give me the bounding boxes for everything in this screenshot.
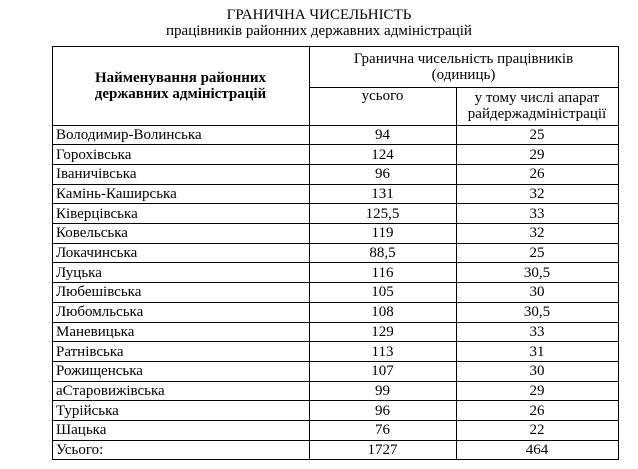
grid-line (52, 125, 618, 126)
grid-line (52, 381, 618, 382)
header-name: Найменування районних державних адміністрацій (94, 69, 267, 102)
grid-line (52, 302, 618, 303)
grid-line (52, 203, 618, 204)
row-apparat-cell: 30,5 (523, 304, 551, 321)
row-apparat-cell: 22 (529, 422, 545, 439)
row-total-cell: 96 (375, 166, 390, 183)
grid-line (52, 46, 618, 47)
row-name-cell: Турійська (56, 402, 119, 419)
document-subtitle: працівників районних державних адміністрацій (166, 23, 472, 39)
row-apparat-cell: 25 (529, 245, 545, 262)
row-total-cell: 1727 (367, 442, 398, 459)
row-total-cell: 131 (371, 185, 394, 202)
row-name-cell: Рожищенська (56, 363, 143, 380)
grid-line (52, 361, 618, 362)
row-name-cell: Любомльська (56, 304, 144, 321)
row-apparat-cell: 31 (529, 343, 545, 360)
row-apparat-cell: 32 (529, 225, 545, 242)
row-total-cell: 96 (375, 402, 390, 419)
header-group: Гранична чисельність працівників (одиниць) (353, 50, 574, 83)
row-total-cell: 94 (375, 126, 390, 143)
row-apparat-cell: 26 (529, 166, 545, 183)
row-name-cell: Ковельська (56, 225, 128, 242)
grid-line (456, 87, 457, 460)
header-total: усього (361, 88, 404, 104)
grid-line (52, 243, 618, 244)
row-apparat-cell: 26 (529, 402, 545, 419)
row-total-cell: 105 (371, 284, 394, 301)
grid-line (52, 282, 618, 283)
row-total-cell: 124 (371, 146, 394, 163)
row-name-cell: Камінь-Каширська (56, 185, 177, 202)
row-apparat-cell: 32 (529, 185, 545, 202)
grid-line (52, 420, 618, 421)
row-apparat-cell: 464 (525, 442, 549, 459)
row-total-cell: 116 (371, 264, 394, 281)
row-total-cell: 125,5 (365, 205, 400, 222)
grid-line (309, 87, 618, 88)
header-apparat: у тому числі апарат райдержадміністрації (467, 90, 607, 122)
row-total-cell: 99 (375, 382, 390, 399)
grid-line (52, 400, 618, 401)
grid-line (52, 223, 618, 224)
row-name-cell: Ківерцівська (56, 205, 138, 222)
row-total-cell: 119 (371, 225, 394, 242)
grid-line (52, 459, 618, 460)
row-apparat-cell: 25 (529, 126, 545, 143)
row-name-cell: Горохівська (56, 146, 132, 163)
row-total-cell: 107 (371, 363, 394, 380)
row-apparat-cell: 29 (529, 146, 545, 163)
row-apparat-cell: 29 (529, 382, 545, 399)
row-total-cell: 88,5 (369, 245, 396, 262)
row-name-cell: Іваничівська (56, 166, 137, 183)
grid-line (52, 341, 618, 342)
row-apparat-cell: 33 (529, 205, 545, 222)
row-apparat-cell: 33 (529, 323, 545, 340)
row-name-cell: Луцька (56, 264, 102, 281)
row-name-cell: Любешівська (56, 284, 142, 301)
grid-line (309, 46, 310, 460)
row-name-cell: Шацька (56, 422, 107, 439)
row-name-cell: Маневицька (56, 323, 135, 340)
grid-line (52, 184, 618, 185)
grid-line (52, 322, 618, 323)
row-total-cell: 113 (371, 343, 394, 360)
row-name-cell: Усього: (56, 442, 104, 459)
grid-line (52, 164, 618, 165)
row-name-cell: Ратнівська (56, 343, 124, 360)
grid-line (52, 144, 618, 145)
row-name-cell: Володимир-Волинська (56, 126, 202, 143)
row-total-cell: 108 (371, 304, 394, 321)
row-total-cell: 76 (375, 422, 390, 439)
row-apparat-cell: 30,5 (523, 264, 551, 281)
grid-line (618, 46, 619, 460)
grid-line (52, 440, 618, 441)
row-apparat-cell: 30 (529, 363, 545, 380)
grid-line (52, 46, 53, 460)
row-name-cell: аСтаровижівська (56, 382, 165, 399)
row-total-cell: 129 (371, 323, 394, 340)
row-name-cell: Локачинська (56, 245, 138, 262)
row-apparat-cell: 30 (529, 284, 545, 301)
grid-line (52, 262, 618, 263)
document-title: ГРАНИЧНА ЧИСЕЛЬНІСТЬ (226, 7, 412, 23)
